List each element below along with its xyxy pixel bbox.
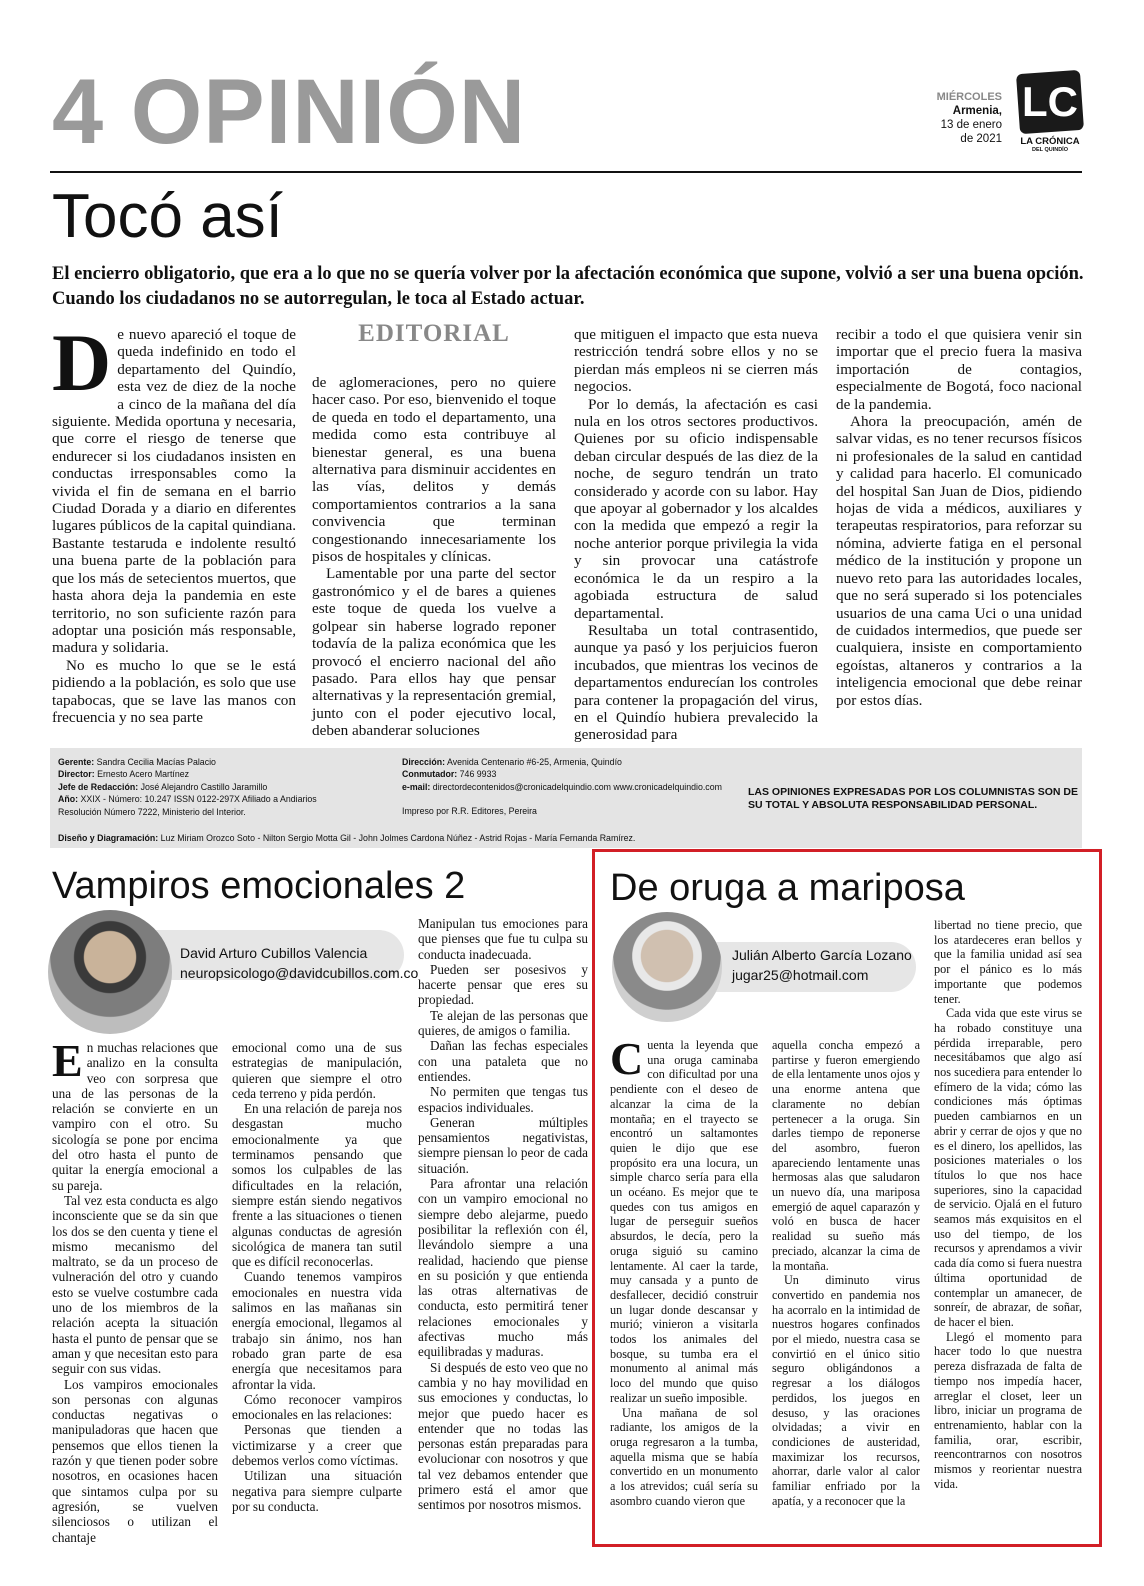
date-year: de 2021 — [960, 133, 1002, 145]
article-paragraph: No permiten que tengas tus espacios individuales. — [418, 1084, 588, 1115]
article-paragraph: aquella concha empezó a partirse y fueron emergiendo de ella lentamente unos ojos y una enorme antena que claramente no debían pertenecer a la oruga. Sin darles tiempo de reponerse del asombro, fueron apareciendo lentamente unas hermosas alas que saludaron un nuevo día, una mariposa emergió de aquel caparazón y voló en busca de hacer realidad su sueño más preciado, alcanzar la cima de la montaña. — [772, 1038, 920, 1273]
editorial-column-3 — [574, 326, 818, 744]
date-block — [918, 90, 1002, 146]
editorial-paragraph: e nuevo apareció el toque de queda indefinido en todo el departamento del Quindío, esta vez de diez de la noche a cinco de la mañana del día siguiente. Medida oportuna y necesaria, que corre el riesgo de tenerse que endurecer si los ciudadanos insisten en conductas irresponsables como la vivida el fin de semana en el barrio Ciudad Dorada y a diario en diferentes lugares públicos de la capital quindiana. Bastante testaruda e indolente resultó una buena parte de la población para que los más de setecientos muertos, que hasta ahora deja la pandemia en este territorio, no son suficiente razón para adoptar una posición más responsable, madura y solidaria. — [52, 326, 296, 657]
credit-line: Resolución Número 7222, Ministerio del Interior. — [58, 806, 246, 817]
article-paragraph: Cada vida que este virus se ha robado constituye una pérdida irreparable, pero necesitábamos que algo así nos sucediera para entender lo efímero de la vida; cómo las condiciones más óptimas pueden cambiarnos en un abrir y cerrar de ojos y que no es el dinero, los apellidos, las posiciones materiales o los títulos lo que nos hace superiores, sino la capacidad de servicio. Ojalá en el futuro seamos más exquisitos en el uso del tiempo, de los recursos y aprendamos a vivir cada día como si fuera nuestra última oportunidad de contemplar un amanecer, de sonreír, de abrazar, de soñar, de hacer el bien. — [934, 1006, 1082, 1329]
article-paragraph: Generan múltiples pensamientos negativistas, siempre piensan lo peor de cada situación. — [418, 1114, 588, 1176]
article-paragraph: Manipulan tus emociones para que pienses que fue tu culpa su conducta inadecuada. — [418, 916, 588, 962]
credits-design: Diseño y Diagramación: Luz Miriam Orozco Soto - Nilton Sergio Motta Gil - John Jolmes Cardona Núñez - Astrid Rojas - María Fernanda Ramírez. — [58, 833, 636, 843]
article-paragraph: Cuando tenemos vampiros emocionales en nuestra vida salimos en las mañanas sin energía emocional, llegamos al trabajo sin ánimo, nos han robado gran parte de esa energía que necesitamos para afrontar la vida. — [232, 1269, 402, 1392]
date-weekday: MIÉRCOLES — [936, 91, 1002, 103]
credit-line: Conmutador: 746 9933 — [402, 769, 497, 780]
logo-letters: LC — [1022, 78, 1078, 125]
article-paragraph: Tal vez esta conducta es algo inconsciente que se da sin que los dos se den cuenta y tiene el mismo mecanismo del maltrato, se da un proceso de vulneración del otro y cuando esto se vuelve costumbre cada uno de los miembros de la relación acepta la situación hasta el punto de pensar que se aman y que necesitan esto para seguir con sus vidas. — [52, 1192, 218, 1377]
article-right-column-3 — [934, 918, 1082, 1491]
article-dropcap: E — [52, 1035, 83, 1086]
credit-line: Director: Ernesto Acero Martínez — [58, 769, 190, 780]
credit-line: Jefe de Redacción: José Alejandro Castillo Jaramillo — [58, 781, 268, 792]
article-dropcap: C — [610, 1033, 644, 1084]
article-paragraph: Te alejan de las personas que quieres, de amigos o familia. — [418, 1007, 588, 1039]
editorial-paragraph: que mitiguen el impacto que esta nueva restricción tendrá sobre ellos y no se pierdan más empleos ni se cierren más negocios. — [574, 326, 818, 396]
editorial-label: EDITORIAL — [358, 320, 510, 347]
editorial-column-2 — [312, 374, 556, 740]
article-paragraph: uenta la leyenda que una oruga caminaba con dificultad por una pendiente con el deseo de alcanzar la cima de la montaña; en el trayecto se encontró un saltamontes quien le dijo que ese propósito era una locura, un simple charco sería para ella un océano. Es mejor que te quedes con tus amigos en lugar de perseguir sueños absurdos, le decía, pero la oruga siguió su camino lentamente. Al caer la tarde, muy cansada y a punto de desfallecer, decidió construir un lugar donde descansar y murió; vinieron a visitarla todos los animales del bosque, su tumba era el monumento al animal más loco del mundo que quiso realizar un sueño imposible. — [610, 1038, 758, 1405]
logo-name: LA CRÓNICA — [1020, 136, 1080, 147]
article-left-column-3 — [418, 916, 588, 1513]
date-city: Armenia, — [952, 105, 1002, 117]
credits-middle — [402, 756, 742, 818]
credit-line: Dirección: Avenida Centenario #6-25, Armenia, Quindío — [402, 757, 622, 767]
article-left-column-1 — [52, 1035, 218, 1545]
author-email: jugar25@hotmail.com — [732, 967, 869, 983]
editorial-paragraph: Lamentable por una parte del sector gastronómico y el de bares a quienes este toque de queda los vuelve a golpear sin haberse logrado reponer todavía de la paliza económica que les provocó el encierro nacional del año pasado. Para ellos hay que pensar alternativas y la representación gremial, junto con el poder ejecutivo local, deben abanderar soluciones — [312, 565, 556, 740]
author-name: Julián Alberto García Lozano — [732, 947, 912, 963]
article-paragraph: Si después de esto veo que no cambia y no hay movilidad en sus emociones y conductas, lo mejor que puedo hacer es entender que no todas las personas están preparadas para evolucionar con nosotros y que tal vez debamos entender que primero está el amor que sentimos por nosotros mismos. — [418, 1359, 588, 1513]
article-right-column-1 — [610, 1033, 758, 1509]
credit-line: e-mail: directordecontenidos@cronicadelquindio.com www.cronicadelquindio.com — [402, 781, 722, 792]
article-paragraph: Los vampiros emocionales son personas con algunas conductas negativas o manipuladoras que hacen que pensemos que ellos tienen la razón y que tienen poder sobre nosotros, en ocasiones hacen que sintamos culpa por su agresión, se vuelven silenciosos o utilizan el chantaje — [52, 1376, 218, 1545]
editorial-deck: El encierro obligatorio, que era a lo que no se quería volver por la afectación económica que supone, volvió a ser una buena opción. Cuando los ciudadanos no se autorregulan, le toca al Estado actuar. — [52, 264, 1084, 309]
author-email: neuropsicologo@davidcubillos.com.co — [180, 965, 419, 981]
article-paragraph: Pueden ser posesivos y hacerte pensar que eres su propiedad. — [418, 961, 588, 1008]
editorial-paragraph: de aglomeraciones, pero no quiere hacer caso. Por eso, bienvenido el toque de queda en todo el departamento, una medida como esta contribuye al bienestar general, es una buena alternativa para disminuir accidentes en las vías, delitos y demás comportamientos contrarios a la sana convivencia que terminan congestionando innecesariamente los pisos de hospitales y clínicas. — [312, 374, 556, 566]
editorial-dropcap: D — [52, 317, 112, 408]
editorial-paragraph: Ahora la preocupación, amén de salvar vidas, es no tener recursos físicos ni profesionales de la salud en cantidad y calidad para hacerlo. El comunicado del hospital San Juan de Dios, pidiendo hojas de vida a médicos, auxiliares y terapeutas respiratorios, para reforzar su nómina, advierte fatiga en el personal médico de la institución y propone un nuevo reto para las autoridades locales, que no será superado si los potenciales usuarios de una cama Uci o una unidad de cuidados intermedios, que puede ser cualquiera, insiste en comportamiento egoístas, altaneros y contrarios a la inteligencia emocional que debe reinar por estos días. — [836, 413, 1082, 709]
editorial-column-4 — [836, 326, 1082, 709]
author-name: David Arturo Cubillos Valencia — [180, 945, 368, 961]
article-paragraph: Utilizan una situación negativa para siempre culparte por su conducta. — [232, 1468, 402, 1514]
header-rule — [50, 171, 1082, 173]
article-left-title: Vampiros emocionales 2 — [52, 865, 466, 907]
credits-box — [50, 748, 1082, 848]
credit-line: Gerente: Sandra Cecilia Macías Palacio — [58, 757, 216, 767]
section-title: 4 OPINIÓN — [52, 61, 527, 163]
author-avatar — [612, 912, 722, 1022]
credits-note: LAS OPINIONES EXPRESADAS POR LOS COLUMNISTAS SON DE SU TOTAL Y ABSOLUTA RESPONSABILIDAD PERSONAL. — [748, 786, 1079, 811]
editorial-headline: Tocó así — [52, 182, 283, 251]
newspaper-logo — [1012, 72, 1088, 162]
article-paragraph: Personas que tienden a victimizarse y a creer que debemos verlos como víctimas. — [232, 1422, 402, 1469]
article-right-column-2 — [772, 1038, 920, 1509]
editorial-paragraph: recibir a todo el que quisiera venir sin importar que el precio fuera la masiva importación de contagios, especialmente de Bogotá, foco nacional de la pandemia. — [836, 326, 1082, 413]
article-paragraph: libertad no tiene precio, que los atardeceres eran bellos y que la familia unidad así sea por el pánico es lo más importante que podemos tener. — [934, 918, 1082, 1006]
author-avatar — [48, 910, 172, 1034]
date-day-month: 13 de enero — [940, 119, 1002, 131]
article-paragraph: Una mañana de sol radiante, los amigos de la oruga regresaron a la tumba, aquella misma que se había convertido en un monumento a los atrevidos; cuál sería su asombro cuando vieron que — [610, 1405, 758, 1508]
article-paragraph: Un diminuto virus convertido en pandemia nos ha acorralo en la intimidad de nuestros hogares confinados por el miedo, nuestra casa se convirtió en el único sitio seguro obligándonos a regresar a los diálogos perdidos, los juegos en desuso, y las oraciones olvidadas; a vivir en condiciones de austeridad, maximizar los recursos, ahorrar, darle valor al calor familiar enfriado por la apatía, y a reconocer que la — [772, 1273, 920, 1508]
credit-line: Impreso por R.R. Editores, Pereira — [402, 806, 537, 817]
article-paragraph: En una relación de pareja nos desgastan mucho emocionalmente ya que terminamos pensando que somos los culpables de las dificultades en la relación, siempre están siendo negativos frente a las situaciones o tienen algunas conductas de agresión sicológica de manera tan sutil que es difícil reconocerlas. — [232, 1101, 402, 1270]
article-paragraph: Para afrontar una relación con un vampiro emocional no siempre debo alejarme, puedo posibilitar la reflexión con él, llevándolo siempre a una realidad, haciendo que piense en su posición y que entienda las otras alternativas de conducta, esto permitirá tener relaciones emocionales y afectivas mucho más equilibradas y maduras. — [418, 1176, 588, 1360]
credits-left — [58, 756, 388, 818]
article-paragraph: Cómo reconocer vampiros emocionales en las relaciones: — [232, 1391, 402, 1423]
article-paragraph: Dañan las fechas especiales con una pataleta que no entiendes. — [418, 1038, 588, 1084]
article-left-column-2 — [232, 1040, 402, 1514]
editorial-column-1 — [52, 317, 296, 726]
editorial-paragraph: No es mucho lo que se le está pidiendo a la población, es solo que use tapabocas, que se lave las manos con frecuencia y no sea parte — [52, 656, 296, 726]
logo-sub: DEL QUINDÍO — [1032, 147, 1068, 153]
editorial-paragraph: Por lo demás, la afectación es casi nula en los otros sectores productivos. Quienes por su oficio indispensable deban circular después de las diez de la noche, de seguro tendrán un trato considerado y acorde con su labor. Hay que apoyar al gobernador y los alcaldes con la medida que empezó a regir la noche anterior porque privilegia la vida y sin provocar una catástrofe económica le da un respiro a la agobiada estructura de salud departamental. — [574, 395, 818, 622]
article-right-title: De oruga a mariposa — [610, 867, 965, 909]
article-paragraph: n muchas relaciones que analizo en la consulta veo con sorpresa que una de las personas de la relación se convierte en un vampiro con el otro. Su sicología se pone por encima del otro hasta el punto de quitar la energía emocional a su pareja. — [52, 1040, 218, 1193]
credit-line: Año: XXIX - Número: 10.247 ISSN 0122-297X Afiliado a Andiarios — [58, 794, 317, 805]
article-paragraph: emocional como una de sus estrategias de manipulación, quieren que siempre el otro ceda terreno y pida perdón. — [232, 1040, 402, 1101]
editorial-paragraph: Resultaba un total contrasentido, aunque ya pasó y los perjuicios fueron incubados, que mientras los vecinos de departamentos endurecían los controles para contener la propagación del virus, en el Quindío hubiera prevalecido la generosidad para — [574, 621, 818, 744]
credit-line — [402, 793, 742, 805]
article-paragraph: Llegó el momento para hacer todo lo que nuestra pereza disfrazada de falta de tiempo nos impedía hacer, arreglar el closet, leer un libro, iniciar un programa de entrenamiento, hablar con la familia, orar, escribir, reencontrarnos con nosotros mismos y reorientar nuestra vida. — [934, 1329, 1082, 1491]
